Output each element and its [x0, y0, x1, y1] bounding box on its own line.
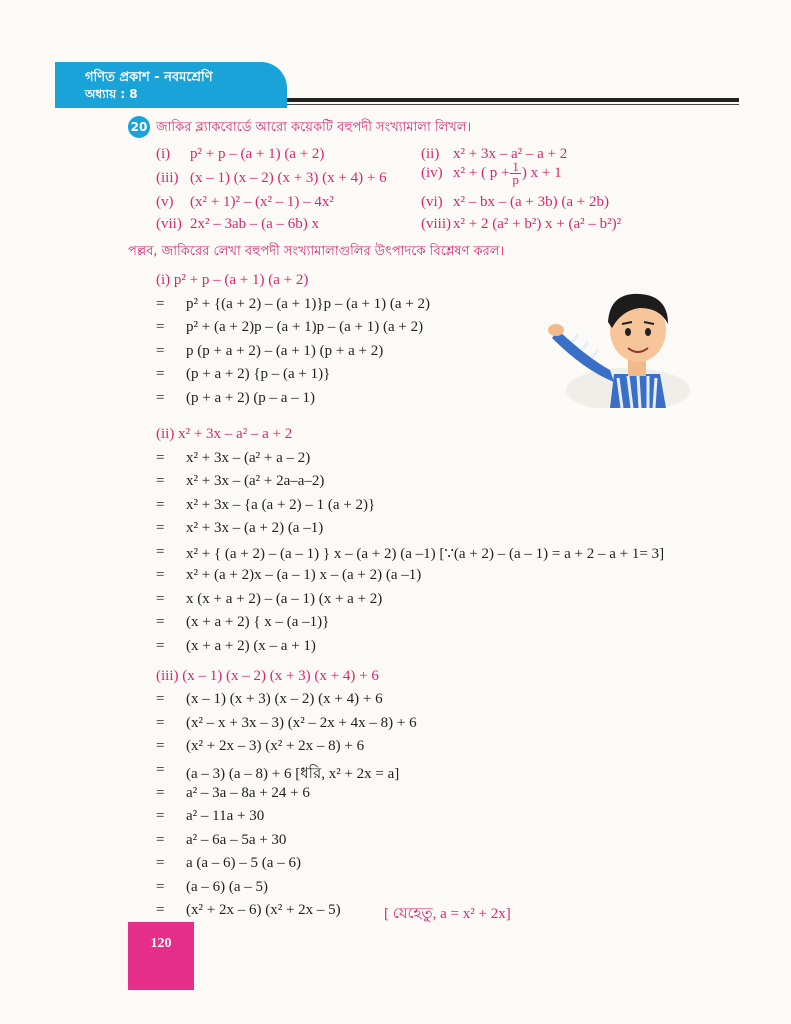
header-rule-thin — [287, 104, 739, 105]
equals-sign: = — [156, 761, 165, 778]
solution-step: x² + 3x – {a (a + 2) – 1 (a + 2)} — [186, 496, 376, 513]
header-rule — [287, 98, 739, 102]
equals-sign: = — [156, 496, 165, 513]
solution-step: a² – 6a – 5a + 30 — [186, 831, 287, 848]
equals-sign: = — [156, 590, 165, 607]
solution-step: a² – 11a + 30 — [186, 808, 265, 825]
equals-sign: = — [156, 855, 165, 872]
question-item-label: (iii) — [156, 170, 179, 186]
solution-step: p² + {(a + 2) – (a + 1)}p – (a + 1) (a + 2) — [186, 295, 431, 312]
equals-sign: = — [156, 738, 165, 755]
equals-sign: = — [156, 390, 165, 406]
fraction-numerator: 1 — [512, 159, 519, 174]
equals-sign: = — [156, 473, 165, 489]
question-item-expression: x² + 2 (a² + b²) x + (a² – b²)² — [453, 216, 622, 232]
equals-sign: = — [156, 808, 165, 825]
equals-sign: = — [156, 319, 165, 336]
equals-sign: = — [156, 449, 165, 466]
equals-sign: = — [156, 295, 165, 312]
question-item — [421, 216, 621, 233]
solution-step: (x + a + 2) { x – (a –1)} — [186, 614, 330, 630]
solution-step: p (p + a + 2) – (a + 1) (p + a + 2) — [186, 342, 384, 359]
solution-step: (p + a + 2) (p – a – 1) — [186, 390, 315, 406]
equals-sign: = — [156, 614, 165, 630]
solution-step: (x + a + 2) (x – a + 1) — [186, 637, 316, 654]
solution-step: p² + (a + 2)p – (a + 1)p – (a + 1) (a + 2) — [186, 319, 424, 336]
solution-step: x² + { (a + 2) – (a – 1) } x – (a + 2) (a –1) [∵(a + 2) – (a – 1) = a + 2 – a + 1= 3] — [186, 545, 665, 562]
question-item — [156, 146, 324, 163]
question-item-label: (iv) — [421, 164, 443, 181]
equals-sign: = — [156, 637, 165, 654]
equals-sign: = — [156, 520, 165, 536]
solution-step: x² + (a + 2)x – (a – 1) x – (a + 2) (a –1) — [186, 567, 422, 583]
question-item — [156, 194, 334, 211]
solution-step: (x² + 2x – 6) (x² + 2x – 5) — [186, 902, 341, 918]
question-item-label: (v) — [156, 194, 174, 210]
question-item — [421, 161, 562, 186]
solution-step: x² + 3x – (a + 2) (a –1) — [186, 520, 324, 536]
question-item-label: (viii) — [421, 216, 451, 232]
solution-heading: (ii) x² + 3x – a² – a + 2 — [156, 426, 293, 442]
equals-sign: = — [156, 567, 165, 583]
question-item-label: (ii) — [421, 146, 440, 162]
question-number-badge: 20 — [128, 116, 150, 138]
solution-step: x² + 3x – (a² + a – 2) — [186, 449, 311, 466]
solution-note: [ যেহেতু, a = x² + 2x] — [384, 906, 511, 922]
equals-sign: = — [156, 785, 165, 801]
solution-step: (a – 3) (a – 8) + 6 [ধরি, x² + 2x = a] — [186, 765, 400, 782]
question-item — [156, 216, 319, 233]
solution-step: (x – 1) (x + 3) (x – 2) (x + 4) + 6 — [186, 691, 383, 708]
page-number-box — [128, 922, 194, 990]
question-item-expression: x² – bx – (a + 3b) (a + 2b) — [453, 194, 609, 210]
book-title: গণিত প্রকাশ - নবমশ্রেণি — [85, 70, 213, 85]
question-item-label: (vi) — [421, 194, 443, 210]
chapter-header-tab — [55, 62, 287, 108]
solution-step: (p + a + 2) {p – (a + 1)} — [186, 366, 331, 383]
equals-sign: = — [156, 342, 165, 359]
question-item-expression-post: ) x + 1 — [521, 164, 562, 181]
question-item — [156, 170, 387, 187]
equals-sign: = — [156, 714, 165, 731]
equals-sign: = — [156, 831, 165, 848]
page-number: 120 — [150, 936, 172, 951]
solution-step: x (x + a + 2) – (a – 1) (x + a + 2) — [186, 590, 383, 607]
fraction — [510, 161, 521, 186]
chapter-label: অধ্যায় : 8 — [85, 87, 138, 101]
question-item-expression: 2x² – 3ab – (a – 6b) x — [190, 216, 320, 232]
solution-step: a² – 3a – 8a + 24 + 6 — [186, 785, 310, 801]
equals-sign: = — [156, 366, 165, 383]
question-item-expression: (x – 1) (x – 2) (x + 3) (x + 4) + 6 — [190, 170, 387, 186]
question-item-expression: x² + 3x – a² – a + 2 — [453, 146, 568, 162]
question-item-label: (i) — [156, 146, 171, 162]
solution-intro: পল্লব, জাকিরের লেখা বহুপদী সংখ্যামালাগুলির উৎপাদকে বিশ্লেষণ করল। — [128, 244, 505, 259]
question-item-expression: p² + p – (a + 1) (a + 2) — [190, 146, 325, 162]
solution-step: (x² – x + 3x – 3) (x² – 2x + 4x – 8) + 6 — [186, 714, 417, 731]
equals-sign: = — [156, 878, 165, 895]
question-item-expression-pre: x² + ( p + — [453, 164, 510, 181]
fraction-denominator: p — [512, 172, 519, 187]
equals-sign: = — [156, 543, 165, 560]
question-item — [421, 194, 609, 211]
question-text: জাকির ব্ল্যাকবোর্ডে আরো কয়েকটি বহুপদী সংখ্যামালা লিখল। — [156, 120, 472, 135]
equals-sign: = — [156, 691, 165, 708]
question-item-label: (vii) — [156, 216, 182, 232]
solution-step: (a – 6) (a – 5) — [186, 878, 269, 895]
equals-sign: = — [156, 902, 165, 918]
boy-illustration — [548, 278, 698, 408]
solution-step: a (a – 6) – 5 (a – 6) — [186, 855, 301, 872]
solution-step: x² + 3x – (a² + 2a–a–2) — [186, 473, 325, 489]
solution-step: (x² + 2x – 3) (x² + 2x – 8) + 6 — [186, 738, 365, 755]
solution-heading: (iii) (x – 1) (x – 2) (x + 3) (x + 4) + 6 — [156, 668, 379, 684]
solution-heading: (i) p² + p – (a + 1) (a + 2) — [156, 272, 309, 288]
question-item-expression: (x² + 1)² – (x² – 1) – 4x² — [190, 194, 334, 210]
